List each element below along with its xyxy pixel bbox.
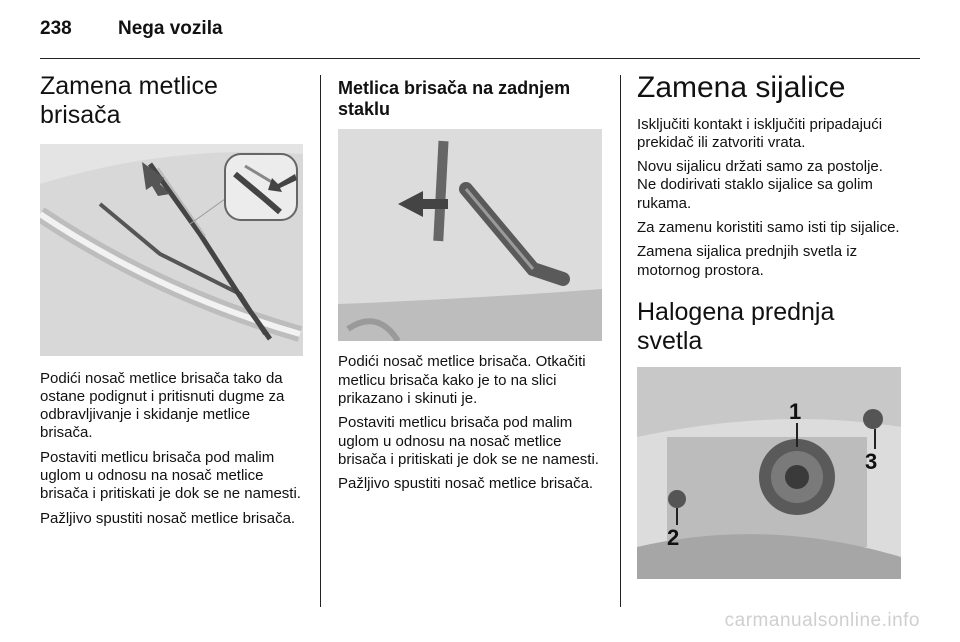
paragraph: Postaviti metlicu brisača pod malim uglom u odnosu na nosač metlice brisača i pritiskati je dok se ne namesti. (40, 448, 301, 503)
heading-bulb-replacement: Zamena sijalice (637, 71, 846, 104)
paragraph: Za zamenu koristiti samo isti tip sijalice. (637, 218, 900, 236)
paragraph: Isključiti kontakt i isključiti pripadajući prekidač ili zatvoriti vrata. (637, 115, 883, 151)
paragraph: Postaviti metlicu brisača pod malim uglom u odnosu na nosač metlice brisača i pritiskati je dok se ne namesti. (338, 414, 599, 468)
callout-3: 3 (865, 449, 878, 475)
wiper-front-illustration (40, 144, 303, 356)
callout-1: 1 (789, 399, 802, 425)
paragraph: Zamena sijalica prednjih svetla iz motornog prostora. (637, 243, 858, 279)
column-bulb-replacement (637, 72, 905, 579)
heading-halogen-headlights: Halogena prednja svetla (637, 297, 835, 355)
paragraph: Podići nosač metlice brisača. Otkačiti metlicu brisača kako je to na slici prikazano i skinuti je. (338, 353, 586, 407)
page-number: 238 (40, 18, 72, 39)
rear-wiper-illustration (338, 129, 602, 341)
column-wiper-blade (40, 72, 305, 534)
paragraph: Pažljivo spustiti nosač metlice brisača. (338, 475, 594, 493)
headlight-illustration (637, 367, 901, 579)
watermark: carmanualsonline.info (724, 610, 920, 631)
heading-rear-wiper: Metlica brisača na zadnjem staklu (338, 78, 571, 119)
column-rear-wiper (338, 72, 604, 499)
heading-wiper-blade: Zamena metlice brisača (40, 72, 218, 129)
callout-2: 2 (667, 525, 680, 551)
paragraph: Novu sijalicu držati samo za postolje. Ne dodirivati staklo sijalice sa golim rukama. (637, 158, 883, 212)
paragraph: Podići nosač metlice brisača tako da ostane podignut i pritisnuti dugme za odbravljivanje i skidanje metlice brisača. (40, 369, 285, 442)
header-rule (40, 58, 920, 59)
page-header (40, 18, 223, 40)
column-divider-2 (620, 75, 621, 607)
column-divider-1 (320, 75, 321, 607)
paragraph: Pažljivo spustiti nosač metlice brisača. (40, 509, 296, 527)
section-title: Nega vozila (118, 18, 223, 39)
